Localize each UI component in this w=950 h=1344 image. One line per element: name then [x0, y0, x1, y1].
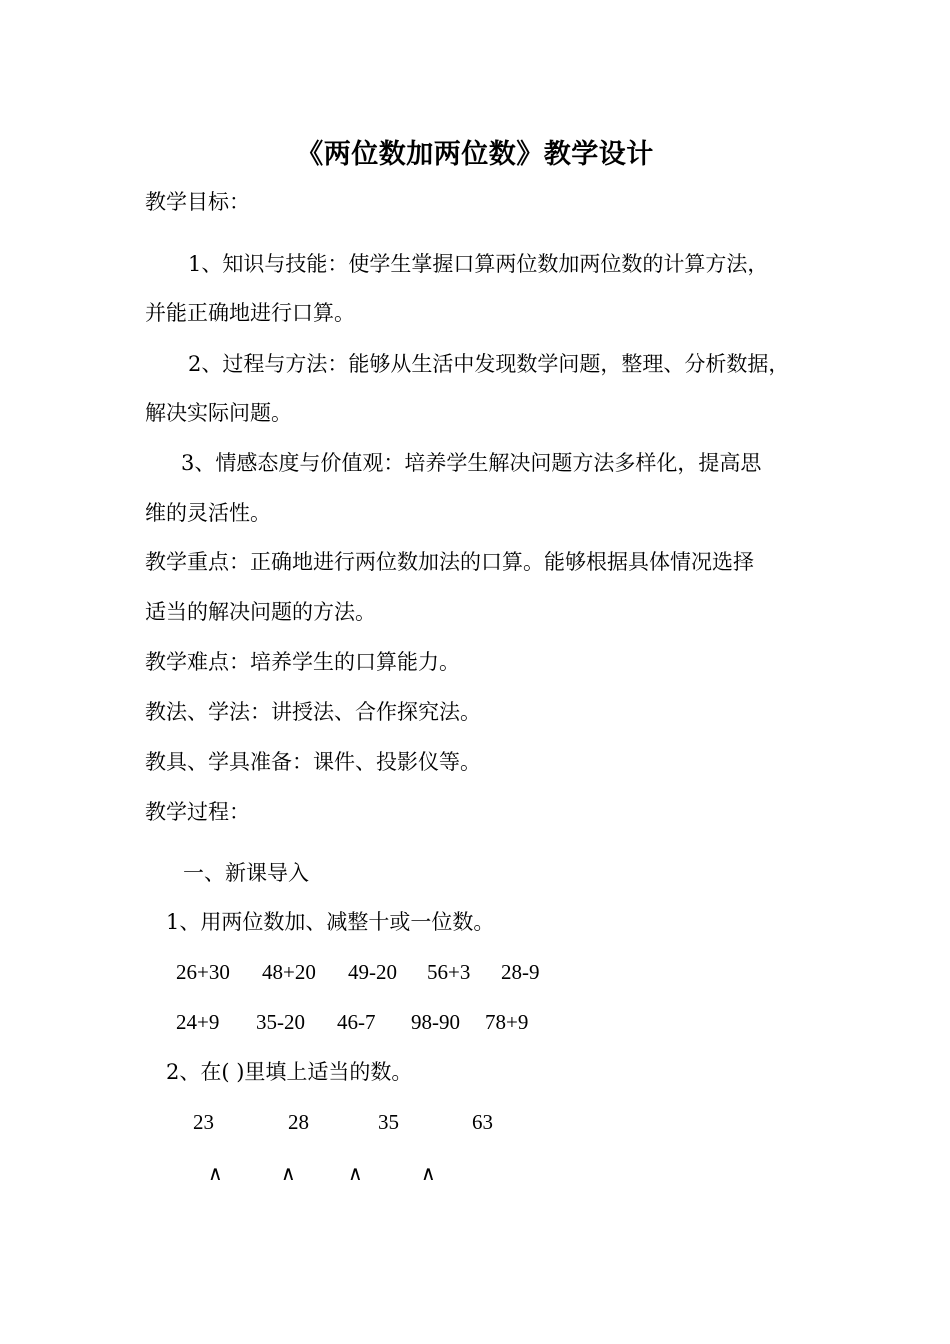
decompose-number: 28 — [288, 1110, 309, 1134]
section-new-lesson: 一、新课导入 — [183, 861, 309, 885]
exercise-row1-item: 28-9 — [501, 960, 540, 984]
difficulty-line: 教学难点：培养学生的口算能力。 — [145, 650, 460, 674]
goal-1-line-2: 并能正确地进行口算。 — [145, 301, 355, 325]
branch-caret-icon: ∧ — [208, 1163, 223, 1185]
document-title: 《两位数加两位数》教学设计 — [296, 139, 654, 170]
exercise-row2-item: 24+9 — [176, 1010, 220, 1034]
key-point-line-2: 适当的解决问题的方法。 — [145, 600, 376, 624]
exercise-row2-item: 46-7 — [337, 1010, 376, 1034]
branch-caret-icon: ∧ — [281, 1163, 296, 1185]
goal-1-line-1: 1、知识与技能：使学生掌握口算两位数加两位数的计算方法， — [188, 252, 769, 276]
goals-heading: 教学目标： — [145, 190, 250, 214]
exercise-row2-item: 98-90 — [411, 1010, 460, 1034]
goal-3-line-1: 3、情感态度与价值观：培养学生解决问题方法多样化，提高思 — [181, 451, 762, 475]
goal-3-line-2: 维的灵活性。 — [145, 501, 271, 525]
key-point-line-1: 教学重点：正确地进行两位数加法的口算。能够根据具体情况选择 — [145, 550, 754, 574]
methods-line: 教法、学法：讲授法、合作探究法。 — [145, 700, 481, 724]
process-heading: 教学过程： — [145, 800, 250, 824]
branch-caret-icon: ∧ — [348, 1163, 363, 1185]
decompose-number: 63 — [472, 1110, 493, 1134]
task-2-line: 2、在( )里填上适当的数。 — [166, 1060, 413, 1084]
exercise-row1-item: 48+20 — [262, 960, 316, 984]
goal-2-line-1: 2、过程与方法：能够从生活中发现数学问题，整理、分析数据， — [188, 352, 790, 376]
exercise-row1-item: 49-20 — [348, 960, 397, 984]
exercise-row2-item: 35-20 — [256, 1010, 305, 1034]
exercise-row2-item: 78+9 — [485, 1010, 529, 1034]
branch-caret-icon: ∧ — [421, 1163, 436, 1185]
exercise-row1-item: 56+3 — [427, 960, 471, 984]
task-1-line: 1、用两位数加、减整十或一位数。 — [166, 910, 495, 934]
decompose-number: 23 — [193, 1110, 214, 1134]
goal-2-line-2: 解决实际问题。 — [145, 401, 292, 425]
exercise-row1-item: 26+30 — [176, 960, 230, 984]
decompose-number: 35 — [378, 1110, 399, 1134]
tools-line: 教具、学具准备：课件、投影仪等。 — [145, 750, 481, 774]
